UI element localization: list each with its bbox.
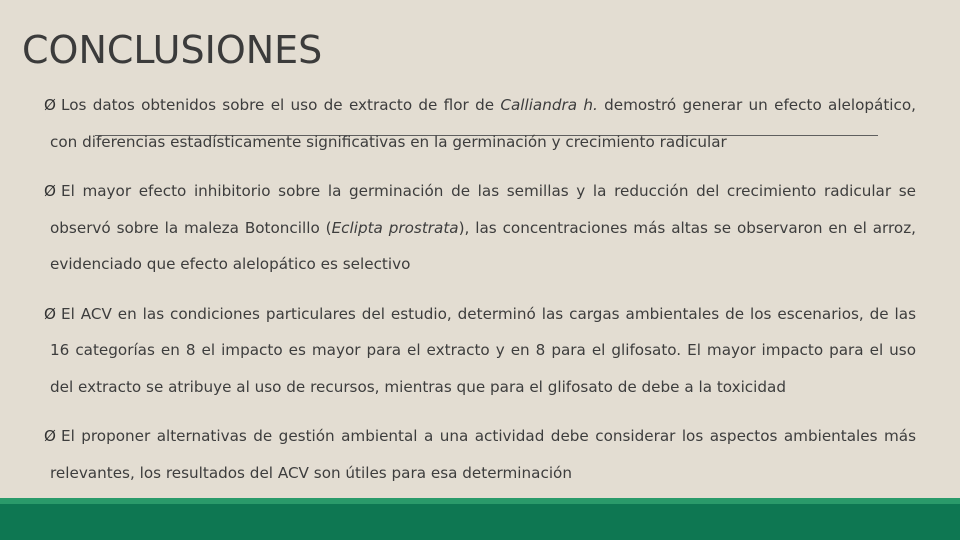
- bullet-text: [50, 96, 916, 151]
- bullet-text-part: demostró generar un efecto alelopático, con diferencias estadísticamente significativas en la germinación y crecimiento radicular: [50, 96, 916, 151]
- bullet-text: [50, 182, 916, 273]
- footer-band: [0, 504, 960, 540]
- bullet-item: [46, 173, 916, 283]
- bullet-item: [46, 87, 916, 160]
- arrow-bullet-icon: Ø: [44, 427, 56, 445]
- bullet-text: El ACV en las condiciones particulares del estudio, determinó las cargas ambientales de los escenarios, de las 16 categorías en 8 el impacto es mayor para el extracto y en 8 para el glifosato. El mayor impacto para el uso del extracto se atribuye al uso de recursos, mientras que para el glifosato de debe a la toxicidad: [50, 304, 916, 396]
- bullet-list: [46, 87, 916, 504]
- bullet-text-part: ), las concentraciones más altas se observaron en el arroz, evidenciado que efecto alelopático es selectivo: [50, 218, 917, 273]
- bullet-text-part: Los datos obtenidos sobre el uso de extracto de flor de: [61, 96, 501, 114]
- bullet-text-italic: Calliandra h.: [500, 96, 598, 114]
- bullet-text-part: El mayor efecto inhibitorio sobre la germinación de las semillas y la reducción del crecimiento radicular se observó sobre la maleza Botoncillo (: [50, 182, 916, 237]
- slide-title: CONCLUSIONES: [22, 28, 323, 72]
- arrow-bullet-icon: Ø: [44, 182, 56, 200]
- bullet-text-italic: Eclipta prostrata: [331, 218, 459, 237]
- arrow-bullet-icon: Ø: [44, 96, 56, 114]
- bullet-text: El proponer alternativas de gestión ambiental a una actividad debe considerar los aspectos ambientales más relevantes, los resultados del ACV son útiles para esa determinación: [50, 427, 916, 482]
- arrow-bullet-icon: Ø: [44, 304, 56, 323]
- bullet-item: [46, 296, 916, 406]
- bullet-item: [46, 418, 916, 491]
